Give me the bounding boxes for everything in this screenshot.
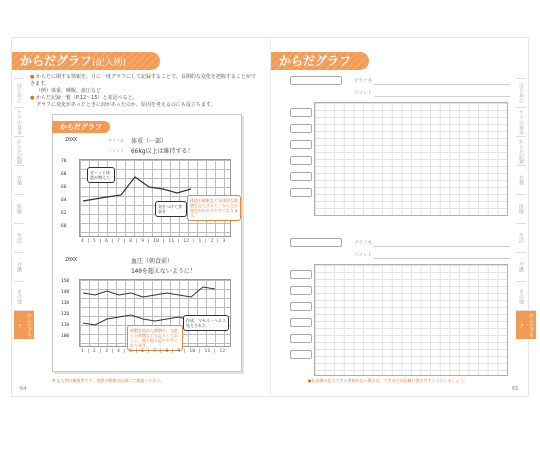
month-label: 9 bbox=[177, 349, 181, 354]
intro-text: ● からだに関する情報を、月に一度グラフにして記録することで、長期的な変化を把握することができます。 （例）体重、睡眠、血圧など ● からだ記録一覧（P.12～15）と並記べると、 グラフに変化があったときに何があったのか、原因を考えるのにも役立ちます。 bbox=[30, 74, 260, 109]
right-chart2-graph-line[interactable] bbox=[374, 246, 510, 247]
chart1-y-tick: 68 bbox=[61, 172, 67, 177]
booklet-spread bbox=[12, 38, 534, 396]
chart2-y-tick: 120 bbox=[61, 312, 70, 317]
chart1-months: 4 | 5 | 6 | 7 | 8 | 9 | 10 | 11 | 12 | 1 | 2 | 3 bbox=[81, 239, 226, 244]
intro-line-2: （例）体重、睡眠、血圧など bbox=[36, 88, 102, 94]
month-label: 11 bbox=[168, 239, 175, 244]
chart1-y-tick: 66 bbox=[61, 185, 67, 190]
month-label: 1 bbox=[198, 239, 202, 244]
month-label: 7 bbox=[153, 349, 157, 354]
right-page-number: 65 bbox=[512, 386, 519, 392]
y-value-box[interactable] bbox=[290, 108, 312, 117]
y-value-box[interactable] bbox=[290, 140, 312, 149]
y-value-box[interactable] bbox=[290, 156, 312, 165]
month-label: 3 bbox=[105, 349, 109, 354]
left-title-sub: (記入例) bbox=[92, 58, 127, 68]
left-page-number: 64 bbox=[20, 386, 27, 392]
month-label: 7 bbox=[117, 239, 121, 244]
intro-line-3: からだ記録一覧（P.12～15）と並記べると、 bbox=[35, 95, 138, 101]
month-label: 8 bbox=[165, 349, 169, 354]
month-label: 2 bbox=[93, 349, 97, 354]
chart2-y-axis bbox=[61, 279, 77, 345]
side-tab[interactable]: ケアの基本 bbox=[14, 107, 24, 136]
month-label: 8 bbox=[129, 239, 133, 244]
chart1-callout: 体重や睡眠など具体的な数値を記入すると、からだの変化がわかりやすくなります。 bbox=[187, 195, 241, 221]
y-value-box[interactable] bbox=[290, 302, 312, 311]
side-tab[interactable]: からだ記録 bbox=[14, 136, 24, 165]
y-value-box[interactable] bbox=[290, 270, 312, 279]
y-value-box[interactable] bbox=[290, 286, 312, 295]
chart1-y-axis bbox=[61, 159, 77, 237]
y-value-box[interactable] bbox=[290, 350, 312, 359]
chart1-y-tick: 70 bbox=[61, 159, 67, 164]
right-chart2-comment-line[interactable] bbox=[374, 258, 510, 259]
month-label: 12 bbox=[183, 239, 190, 244]
chart1-graph-name: 体重（一部） bbox=[131, 138, 168, 145]
month-label: 11 bbox=[204, 349, 211, 354]
chart1-y-tick: 64 bbox=[61, 198, 67, 203]
side-tab[interactable]: ケアの基本 bbox=[516, 107, 526, 136]
chart1-comment: 66kg以上は維持する！ bbox=[131, 148, 194, 155]
right-page-title bbox=[271, 52, 369, 70]
side-tab[interactable]: その他 bbox=[516, 281, 526, 310]
right-chart1-comment-label: コメント bbox=[354, 91, 372, 96]
chart2-y-tick: 130 bbox=[61, 301, 70, 306]
right-chart1-grid[interactable] bbox=[314, 102, 508, 216]
side-tab[interactable]: 介護 bbox=[14, 252, 24, 281]
month-label: 12 bbox=[219, 349, 226, 354]
side-tab[interactable]: 生活 bbox=[516, 223, 526, 252]
chart2-y-tick: 150 bbox=[61, 279, 70, 284]
left-side-tabs bbox=[14, 78, 32, 339]
side-tab-active[interactable]: からだグラフ bbox=[516, 310, 536, 339]
chart1-graph-label: グラフ名 bbox=[108, 138, 124, 143]
chart1-comment-label: コメント bbox=[108, 148, 124, 153]
month-label: 6 bbox=[141, 349, 145, 354]
side-tab[interactable]: 生活 bbox=[14, 223, 24, 252]
right-chart2-comment-label: コメント bbox=[354, 253, 372, 258]
month-label: 5 bbox=[93, 239, 97, 244]
side-tab[interactable]: お薬 bbox=[14, 165, 24, 194]
month-label: 4 bbox=[117, 349, 121, 354]
page-gutter bbox=[270, 38, 271, 396]
month-label: 5 bbox=[129, 349, 133, 354]
y-value-box[interactable] bbox=[290, 318, 312, 327]
month-label: 10 bbox=[189, 349, 196, 354]
intro-line-1: からだに関する情報を、月に一度グラフにして記録することで、長期的な変化を把握することができます。 bbox=[30, 74, 256, 87]
chart1-y-tick: 62 bbox=[61, 211, 67, 216]
side-tab[interactable]: からだ記録 bbox=[516, 136, 526, 165]
chart1-year: 20XX bbox=[65, 137, 78, 143]
month-label: 2 bbox=[210, 239, 214, 244]
intro-line-4: グラフに変化があったときに何があったのか、原因を考えるのにも役立ちます。 bbox=[36, 102, 216, 108]
month-label: 4 bbox=[81, 239, 85, 244]
right-chart1-graph-label: グラフ名 bbox=[354, 79, 372, 84]
chart1-note-top: ガーッと体重が増えた bbox=[87, 167, 115, 183]
left-footnote: ※ 記入例は解説用です。実際の数値は医師にご相談ください。 bbox=[52, 378, 165, 383]
right-side-tabs bbox=[516, 78, 534, 339]
chart2-y-tick: 100 bbox=[61, 334, 70, 339]
chart2-months: 1 | 2 | 3 | 4 | 5 | 6 | 7 | 8 | 9 | 10 | 11 | 12 bbox=[81, 349, 226, 354]
month-label: 6 bbox=[105, 239, 109, 244]
chart2-y-tick: 140 bbox=[61, 290, 70, 295]
chart2-comment: 140を超えないように！ bbox=[131, 268, 196, 275]
month-label: 10 bbox=[153, 239, 160, 244]
right-chart1-year-box[interactable] bbox=[290, 76, 342, 85]
month-label: 3 bbox=[222, 239, 226, 244]
side-tab[interactable]: お薬 bbox=[516, 165, 526, 194]
chart2-note: 作成、マモル・へルス 処方された bbox=[183, 315, 229, 331]
right-title-text: からだグラフ bbox=[279, 54, 352, 68]
y-value-box[interactable] bbox=[290, 334, 312, 343]
right-chart2-graph-label: グラフ名 bbox=[354, 241, 372, 246]
month-label: 1 bbox=[81, 349, 85, 354]
left-page-title bbox=[12, 52, 160, 70]
side-tab[interactable]: 医療 bbox=[14, 194, 24, 223]
side-tab[interactable]: はじめに bbox=[14, 78, 24, 107]
example-sheet bbox=[52, 114, 242, 372]
example-sheet-tab: からだグラフ bbox=[52, 121, 110, 133]
side-tab[interactable]: 介護 bbox=[516, 252, 526, 281]
y-value-box[interactable] bbox=[290, 172, 312, 181]
chart2-y-tick: 110 bbox=[61, 323, 70, 328]
side-tab-active[interactable]: からだグラフ bbox=[14, 310, 34, 339]
month-label: 9 bbox=[141, 239, 145, 244]
right-chart2-year-box[interactable] bbox=[290, 238, 342, 247]
right-chart1-comment-line[interactable] bbox=[374, 96, 510, 97]
side-tab[interactable]: 医療 bbox=[516, 194, 526, 223]
y-value-box[interactable] bbox=[290, 188, 312, 197]
chart2-callout: 運動を始めた時期や、入院した時期なども記入しておくと、後で振り返りやすくなります。 bbox=[127, 325, 183, 351]
chart1-y-tick: 60 bbox=[61, 224, 67, 229]
right-footnote: ●任意書の記入できる余裕がない場合は、できるだけ正確に書き写すようにしましょう。 bbox=[308, 378, 468, 383]
right-chart2-grid[interactable] bbox=[314, 264, 508, 376]
chart2-graph-name: 血圧（朝食前） bbox=[131, 258, 174, 265]
chart2-year: 20XX bbox=[65, 257, 78, 263]
y-value-box[interactable] bbox=[290, 124, 312, 133]
side-tab[interactable]: はじめに bbox=[516, 78, 526, 107]
left-title-text: からだグラフ bbox=[20, 54, 93, 68]
chart1-note-mid: 気をつけて食事を bbox=[155, 201, 187, 217]
right-chart1-graph-line[interactable] bbox=[374, 84, 510, 85]
side-tab[interactable]: その他 bbox=[14, 281, 24, 310]
